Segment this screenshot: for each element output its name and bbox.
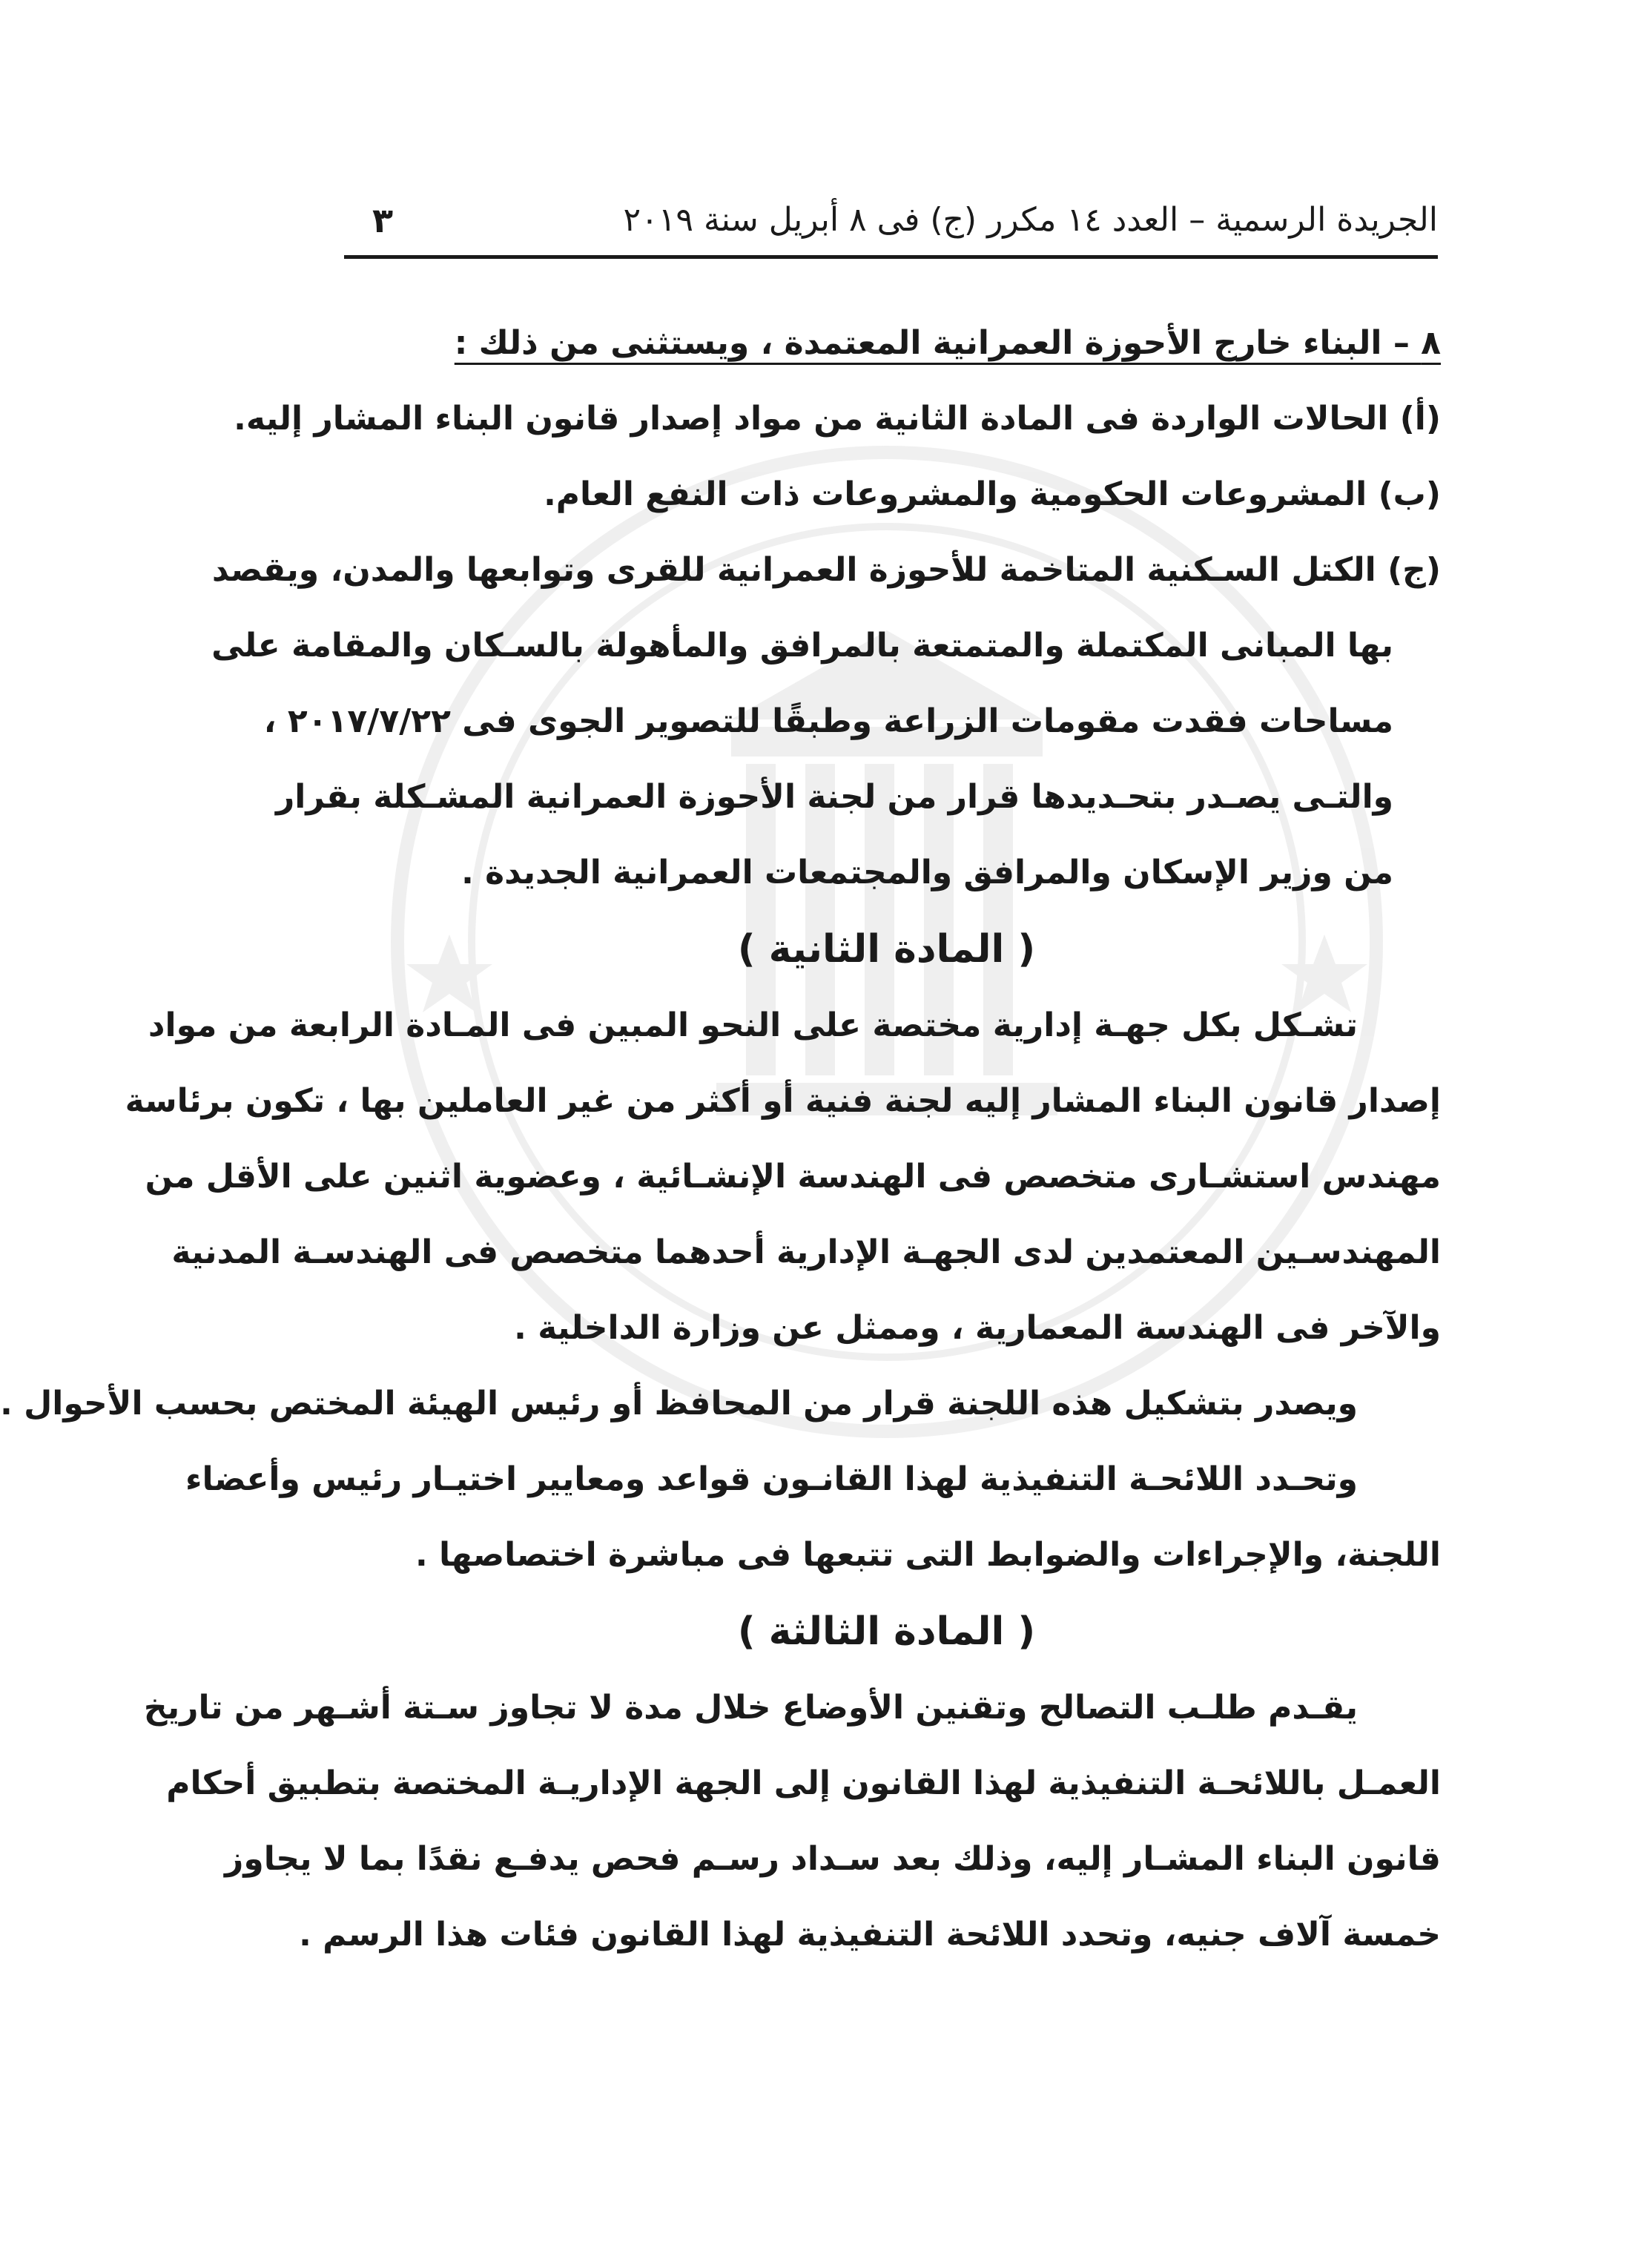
item-8-c-line: (ج) الكتل السـكنية المتاخمة للأحوزة العمرانية للقرى وتوابعها والمدن، ويقصد [211,551,1441,589]
article-2-paragraph-2: ويصدر بتشكيل هذه اللجنة قرار من المحافظ أو رئيس الهيئة المختص بحسب الأحوال . [0,1385,1358,1423]
page-header [344,194,1438,246]
article-2-paragraph-line: والآخر فى الهندسة المعمارية ، وممثل عن وزارة الداخلية . [514,1309,1441,1347]
item-8-a: (أ) الحالات الواردة فى المادة الثانية من مواد إصدار قانون البناء المشار إليه. [234,400,1441,438]
article-3-heading: ( المادة الثالثة ) [737,1609,1036,1654]
article-2-paragraph-line: المهندسـين المعتمدين لدى الجهـة الإدارية أحدهما متخصص فى الهندسـة المدنية [171,1233,1441,1271]
item-8-b: (ب) المشروعات الحكومية والمشروعات ذات النفع العام. [544,475,1441,513]
article-3-paragraph-line: يقـدم طلـب التصالح وتقنين الأوضاع خلال مدة لا تجاوز سـتة أشـهر من تاريخ [143,1689,1358,1727]
article-3-paragraph-line: العمـل باللائحـة التنفيذية لهذا القانون إلى الجهة الإداريـة المختصة بتطبيق أحكام [166,1764,1441,1802]
article-3-paragraph-line: خمسة آلاف جنيه، وتحدد اللائحة التنفيذية لهذا القانون فئات هذا الرسم . [299,1916,1441,1954]
article-2-paragraph-line: إصدار قانون البناء المشار إليه لجنة فنية أو أكثر من غير العاملين بها ، تكون برئاسة [125,1082,1441,1120]
article-2-paragraph-line: مهندس استشـارى متخصص فى الهندسة الإنشـائية ، وعضوية اثنين على الأقل من [145,1158,1441,1196]
article-2-heading: ( المادة الثانية ) [737,927,1036,972]
item-8-c-line: والتـى يصـدر بتحـديدها قرار من لجنة الأحوزة العمرانية المشـكلة بقرار [275,778,1393,816]
gazette-header-title: الجريدة الرسمية – العدد ١٤ مكرر (ج) فى ٨ أبريل سنة ٢٠١٩ [623,201,1438,239]
item-8-c-line: بها المبانى المكتملة والمتمتعة بالمرافق والمأهولة بالسـكان والمقامة على [211,627,1393,665]
article-2-paragraph-line: تشـكل بكل جهـة إدارية مختصة على النحو المبين فى المـادة الرابعة من مواد [148,1006,1358,1044]
header-divider [344,255,1438,259]
article-2-paragraph-line: اللجنة، والإجراءات والضوابط التى تتبعها فى مباشرة اختصاصها . [415,1536,1441,1574]
item-8-c-line: من وزير الإسكان والمرافق والمجتمعات العمرانية الجديدة . [461,854,1393,891]
document-body [0,306,1441,1973]
item-8-c-line: مساحات فقدت مقومات الزراعة وطبقًا للتصوير الجوى فى ٢٠١٧/٧/٢٢ ، [263,702,1393,740]
article-3-paragraph-line: قانون البناء المشـار إليه، وذلك بعد سـداد رسـم فحص يدفـع نقدًا بما لا يجاوز [225,1840,1441,1878]
page-number: ٣ [372,200,394,240]
item-8 [332,306,1441,381]
item-8-text: ٨ – البناء خارج الأحوزة العمرانية المعتمدة ، ويستثنى من ذلك : [454,324,1441,362]
article-2-paragraph-line: وتحـدد اللائحـة التنفيذية لهذا القانـون قواعد ومعايير اختيـار رئيس وأعضاء [185,1460,1358,1498]
